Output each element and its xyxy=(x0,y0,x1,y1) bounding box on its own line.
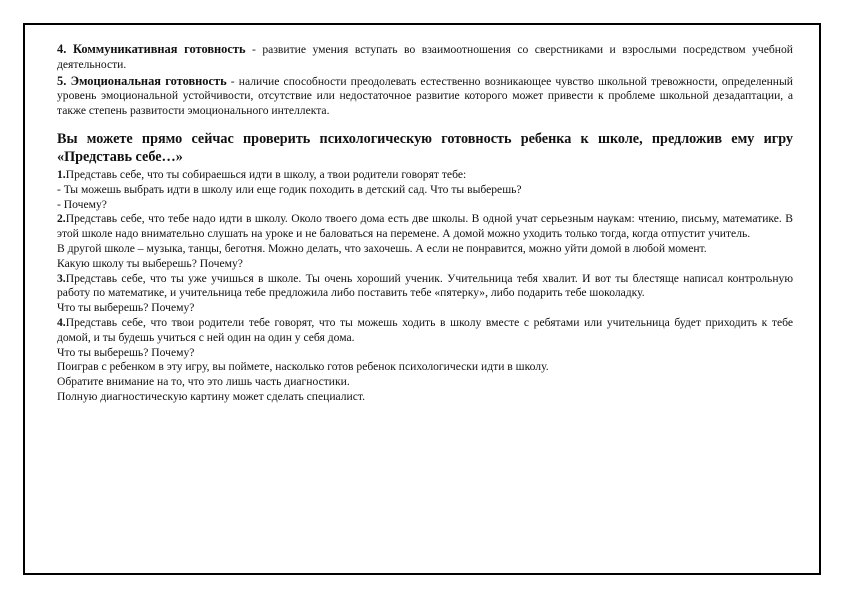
question-2-question: Какую школу ты выберешь? Почему? xyxy=(57,256,243,270)
question-1-line-3: - Почему? xyxy=(57,197,107,211)
question-2 xyxy=(57,212,793,242)
section-5-text: - наличие способности преодолевать естественно возникающее чувство школьной тревожности, определенный уровень эмоциональной устойчивости, отсутствие или недостаточное развитие которого может привести к проблеме школьной дезадаптации, а также степень развитости эмоционального интеллекта. xyxy=(57,74,793,118)
question-4-number: 4. xyxy=(57,315,66,329)
question-1 xyxy=(57,168,793,183)
question-1-line-2: - Ты можешь выбрать идти в школу или еще годик походить в детский сад. Что ты выберешь? xyxy=(57,182,522,196)
document-body xyxy=(57,42,793,405)
question-3-number: 3. xyxy=(57,271,66,285)
section-5-paragraph xyxy=(57,74,793,119)
question-2-text: Представь себе, что тебе надо идти в школу. Около твоего дома есть две школы. В одной учат серьезным наукам: чтению, письму, математике. В этой школе надо внимательно слушать на уроке и не баловаться на перемене. А домой можно уходить только тогда, когда отпустит учитель. xyxy=(57,212,793,241)
question-3-question: Что ты выберешь? Почему? xyxy=(57,301,195,315)
closing-line-1: Поиграв с ребенком в эту игру, вы поймете, насколько готов ребенок психологически идти в школу. xyxy=(57,360,549,374)
game-heading: Вы можете прямо сейчас проверить психологическую готовность ребенка к школе, предложив ему игру «Представь себе…» xyxy=(57,130,793,165)
closing-line-2: Обратите внимание на то, что это лишь часть диагностики. xyxy=(57,375,350,389)
question-2-paragraph-2: В другой школе – музыка, танцы, беготня. Можно делать, что захочешь. А если не понравится, можно уйти домой в любой момент. xyxy=(57,241,707,255)
closing-line-3: Полную диагностическую картину может сделать специалист. xyxy=(57,389,365,403)
question-2-number: 2. xyxy=(57,212,66,226)
question-3-text: Представь себе, что ты уже учишься в школе. Ты очень хороший ученик. Учительница тебя хвалит. И вот ты блестяще написал контрольную работу по математике, и учительница тебе предложила либо поставить тебе «пятерку», либо подарить тебе шоколадку. xyxy=(57,271,793,300)
section-4-paragraph xyxy=(57,42,793,73)
section-5-title: 5. Эмоциональная готовность xyxy=(57,73,227,88)
section-4-title: 4. Коммуникативная готовность xyxy=(57,42,246,56)
section-4-text: - развитие умения вступать во взаимоотношения со сверстниками и взрослыми посредством учебной деятельности. xyxy=(57,43,793,71)
question-4-question: Что ты выберешь? Почему? xyxy=(57,345,195,359)
question-1-text: Представь себе, что ты собираешься идти в школу, а твои родители говорят тебе: xyxy=(65,167,467,181)
question-4-text: Представь себе, что твои родители тебе говорят, что ты можешь ходить в школу вместе с ребятами или учительница будет приходить к тебе домой, и ты будешь учиться с ней один на один у себя дома. xyxy=(57,315,793,344)
question-1-number: 1. xyxy=(57,167,66,181)
question-4 xyxy=(57,316,793,346)
question-3 xyxy=(57,272,793,302)
